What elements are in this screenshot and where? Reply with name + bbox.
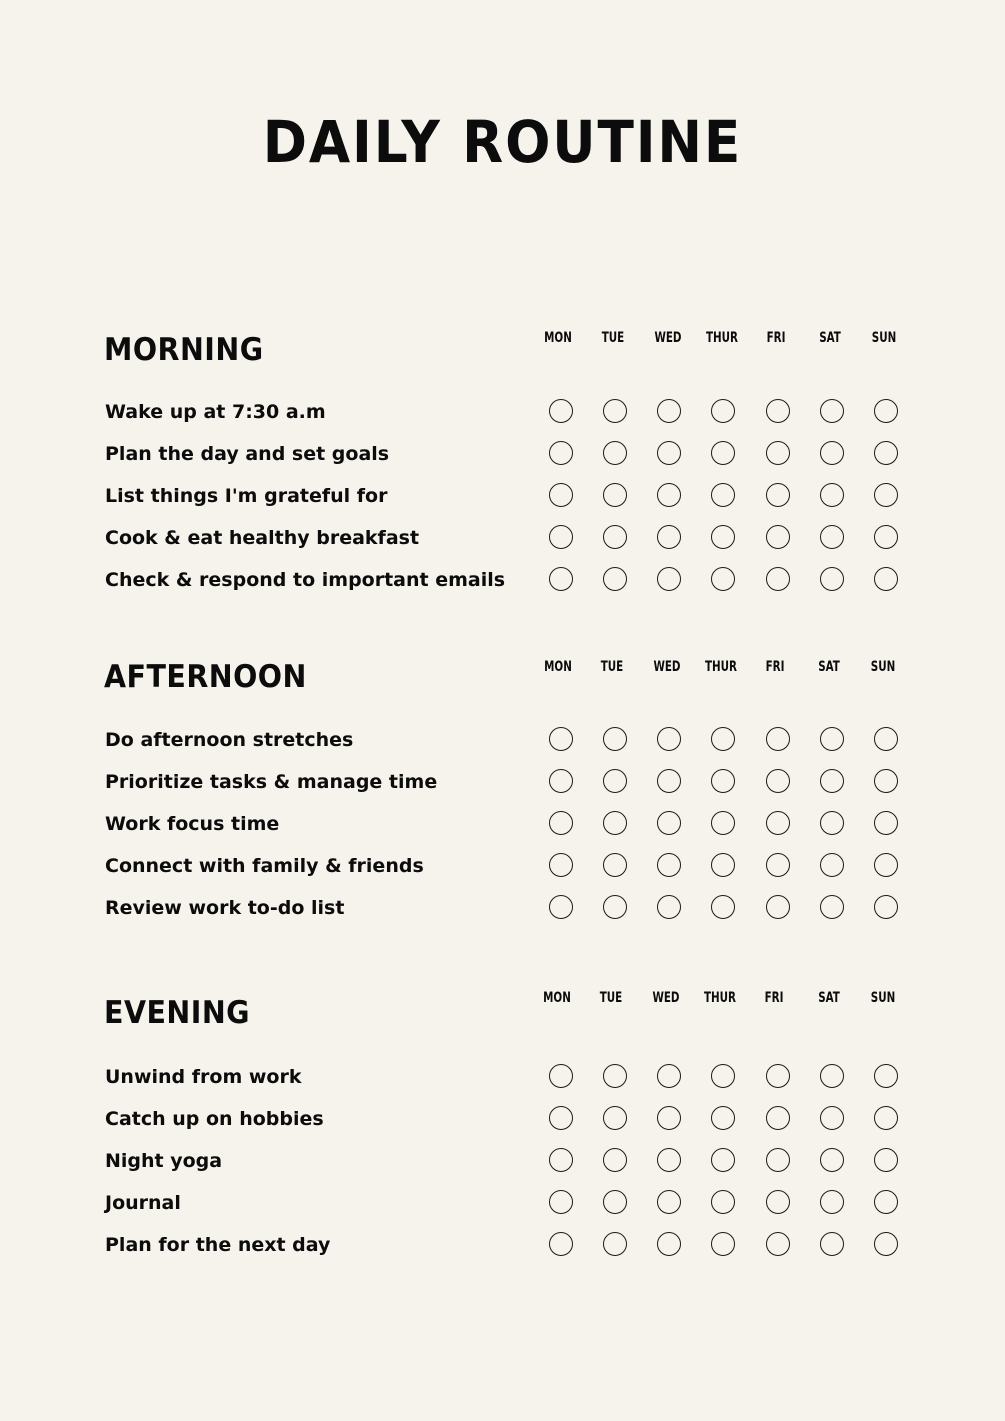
checkbox-sun[interactable] — [874, 441, 898, 465]
section-heading: MORNING — [104, 332, 264, 368]
checkbox-fri[interactable] — [766, 1064, 790, 1088]
checkbox-fri[interactable] — [766, 441, 790, 465]
checkbox-mon[interactable] — [549, 1190, 573, 1214]
checkbox-sun[interactable] — [874, 399, 898, 423]
task-label: Prioritize tasks & manage time — [105, 771, 438, 793]
checkbox-mon[interactable] — [549, 1148, 573, 1172]
checkbox-sun[interactable] — [874, 483, 898, 507]
checkbox-sun[interactable] — [874, 769, 898, 793]
checkbox-fri[interactable] — [766, 853, 790, 877]
task-label: Cook & eat healthy breakfast — [105, 527, 420, 549]
task-row — [0, 1183, 1005, 1225]
checkbox-tue[interactable] — [603, 1190, 627, 1214]
day-header-sat: SAT — [818, 659, 840, 675]
checkbox-fri[interactable] — [766, 811, 790, 835]
task-row — [0, 762, 1005, 804]
task-row — [0, 434, 1005, 476]
checkbox-tue[interactable] — [603, 1232, 627, 1256]
checkbox-fri[interactable] — [766, 525, 790, 549]
checkbox-sat[interactable] — [820, 1190, 844, 1214]
task-label: List things I'm grateful for — [105, 485, 388, 507]
day-header-mon: MON — [543, 990, 571, 1006]
day-header-wed: WED — [652, 990, 680, 1006]
task-label: Catch up on hobbies — [105, 1108, 324, 1130]
task-label: Do afternoon stretches — [105, 729, 354, 751]
checkbox-sun[interactable] — [874, 1148, 898, 1172]
task-label: Wake up at 7:30 a.m — [105, 401, 326, 423]
checkbox-mon[interactable] — [549, 1232, 573, 1256]
section-heading: EVENING — [104, 995, 251, 1031]
checkbox-tue[interactable] — [603, 1148, 627, 1172]
day-header-tue: TUE — [599, 990, 623, 1006]
checkbox-tue[interactable] — [603, 811, 627, 835]
checkbox-sun[interactable] — [874, 895, 898, 919]
task-row — [0, 1099, 1005, 1141]
checkbox-wed[interactable] — [657, 853, 681, 877]
checkbox-fri[interactable] — [766, 1190, 790, 1214]
checkbox-wed[interactable] — [657, 399, 681, 423]
checkbox-sat[interactable] — [820, 1148, 844, 1172]
checkbox-thur[interactable] — [711, 567, 735, 591]
task-label: Unwind from work — [105, 1066, 302, 1088]
checkbox-wed[interactable] — [657, 811, 681, 835]
checkbox-sun[interactable] — [874, 567, 898, 591]
checkbox-wed[interactable] — [657, 567, 681, 591]
checkbox-sat[interactable] — [820, 399, 844, 423]
checkbox-fri[interactable] — [766, 769, 790, 793]
task-row — [0, 560, 1005, 602]
checkbox-sun[interactable] — [874, 1064, 898, 1088]
day-header-sat: SAT — [818, 990, 840, 1006]
checkbox-tue[interactable] — [603, 441, 627, 465]
day-header-tue: TUE — [601, 330, 625, 346]
checkbox-sun[interactable] — [874, 811, 898, 835]
checkbox-tue[interactable] — [603, 769, 627, 793]
task-label: Night yoga — [105, 1150, 223, 1172]
checkbox-wed[interactable] — [657, 727, 681, 751]
checkbox-mon[interactable] — [549, 399, 573, 423]
checkbox-sat[interactable] — [820, 483, 844, 507]
checkbox-thur[interactable] — [711, 769, 735, 793]
section-afternoon — [0, 657, 1005, 957]
checkbox-thur[interactable] — [711, 853, 735, 877]
checkbox-mon[interactable] — [549, 441, 573, 465]
checkbox-mon[interactable] — [549, 1106, 573, 1130]
checkbox-mon[interactable] — [549, 895, 573, 919]
checkbox-tue[interactable] — [603, 399, 627, 423]
checkbox-sat[interactable] — [820, 567, 844, 591]
checkbox-sat[interactable] — [820, 441, 844, 465]
task-row — [0, 804, 1005, 846]
task-label: Check & respond to important emails — [105, 569, 506, 591]
checkbox-wed[interactable] — [657, 441, 681, 465]
day-header-thur: THUR — [703, 990, 737, 1006]
task-row — [0, 888, 1005, 930]
checkbox-thur[interactable] — [711, 895, 735, 919]
checkbox-fri[interactable] — [766, 727, 790, 751]
checkbox-thur[interactable] — [711, 1148, 735, 1172]
checkbox-sun[interactable] — [874, 1106, 898, 1130]
checkbox-fri[interactable] — [766, 483, 790, 507]
checkbox-thur[interactable] — [711, 1190, 735, 1214]
checkbox-tue[interactable] — [603, 1106, 627, 1130]
section-morning — [0, 330, 1005, 630]
day-header-wed: WED — [654, 330, 682, 346]
checkbox-sat[interactable] — [820, 895, 844, 919]
day-header-sun: SUN — [870, 990, 896, 1006]
checkbox-sat[interactable] — [820, 525, 844, 549]
checkbox-wed[interactable] — [657, 1148, 681, 1172]
checkbox-sat[interactable] — [820, 853, 844, 877]
day-header-sun: SUN — [870, 659, 896, 675]
checkbox-fri[interactable] — [766, 399, 790, 423]
day-header-mon: MON — [544, 330, 572, 346]
task-label: Work focus time — [105, 813, 280, 835]
checkbox-sun[interactable] — [874, 727, 898, 751]
checkbox-fri[interactable] — [766, 1232, 790, 1256]
checkbox-sat[interactable] — [820, 1106, 844, 1130]
task-row — [0, 476, 1005, 518]
checkbox-tue[interactable] — [603, 567, 627, 591]
task-row — [0, 1057, 1005, 1099]
checkbox-sat[interactable] — [820, 727, 844, 751]
checkbox-mon[interactable] — [549, 811, 573, 835]
checkbox-sat[interactable] — [820, 1064, 844, 1088]
checkbox-wed[interactable] — [657, 483, 681, 507]
checkbox-sat[interactable] — [820, 1232, 844, 1256]
checkbox-thur[interactable] — [711, 441, 735, 465]
task-row — [0, 846, 1005, 888]
checkbox-tue[interactable] — [603, 525, 627, 549]
checkbox-thur[interactable] — [711, 727, 735, 751]
checkbox-mon[interactable] — [549, 853, 573, 877]
task-label: Plan the day and set goals — [105, 443, 390, 465]
checkbox-thur[interactable] — [711, 483, 735, 507]
day-header-mon: MON — [544, 659, 572, 675]
page-title: DAILY ROUTINE — [262, 108, 743, 176]
day-header-thur: THUR — [704, 659, 738, 675]
checkbox-sun[interactable] — [874, 1232, 898, 1256]
checkbox-mon[interactable] — [549, 525, 573, 549]
day-header-tue: TUE — [600, 659, 624, 675]
checkbox-mon[interactable] — [549, 483, 573, 507]
task-label: Journal — [105, 1192, 181, 1214]
day-header-sun: SUN — [871, 330, 897, 346]
checkbox-sun[interactable] — [874, 1190, 898, 1214]
checkbox-wed[interactable] — [657, 895, 681, 919]
checkbox-mon[interactable] — [549, 1064, 573, 1088]
checkbox-tue[interactable] — [603, 853, 627, 877]
checkbox-thur[interactable] — [711, 811, 735, 835]
task-label: Plan for the next day — [105, 1234, 331, 1256]
task-label: Connect with family & friends — [105, 855, 424, 877]
checkbox-thur[interactable] — [711, 1232, 735, 1256]
day-header-sat: SAT — [819, 330, 841, 346]
checkbox-sun[interactable] — [874, 525, 898, 549]
day-header-fri: FRI — [764, 990, 784, 1006]
checkbox-wed[interactable] — [657, 1064, 681, 1088]
checkbox-sat[interactable] — [820, 811, 844, 835]
task-label: Review work to-do list — [105, 897, 345, 919]
task-row — [0, 1225, 1005, 1267]
day-header-fri: FRI — [765, 659, 785, 675]
checkbox-sat[interactable] — [820, 769, 844, 793]
task-row — [0, 392, 1005, 434]
checkbox-mon[interactable] — [549, 769, 573, 793]
checkbox-fri[interactable] — [766, 1106, 790, 1130]
checkbox-wed[interactable] — [657, 1106, 681, 1130]
checkbox-thur[interactable] — [711, 525, 735, 549]
checkbox-tue[interactable] — [603, 1064, 627, 1088]
checkbox-mon[interactable] — [549, 727, 573, 751]
task-row — [0, 1141, 1005, 1183]
task-row — [0, 720, 1005, 762]
day-header-wed: WED — [653, 659, 681, 675]
checkbox-sun[interactable] — [874, 853, 898, 877]
checkbox-tue[interactable] — [603, 727, 627, 751]
checkbox-wed[interactable] — [657, 1232, 681, 1256]
task-row — [0, 518, 1005, 560]
checkbox-wed[interactable] — [657, 769, 681, 793]
section-heading: AFTERNOON — [104, 659, 307, 695]
checkbox-fri[interactable] — [766, 1148, 790, 1172]
checkbox-thur[interactable] — [711, 1064, 735, 1088]
checkbox-fri[interactable] — [766, 895, 790, 919]
checkbox-tue[interactable] — [603, 483, 627, 507]
day-header-thur: THUR — [705, 330, 739, 346]
day-header-fri: FRI — [766, 330, 786, 346]
checkbox-thur[interactable] — [711, 1106, 735, 1130]
checkbox-mon[interactable] — [549, 567, 573, 591]
checkbox-fri[interactable] — [766, 567, 790, 591]
section-evening — [0, 990, 1005, 1293]
checkbox-thur[interactable] — [711, 399, 735, 423]
checkbox-wed[interactable] — [657, 1190, 681, 1214]
checkbox-wed[interactable] — [657, 525, 681, 549]
checkbox-tue[interactable] — [603, 895, 627, 919]
